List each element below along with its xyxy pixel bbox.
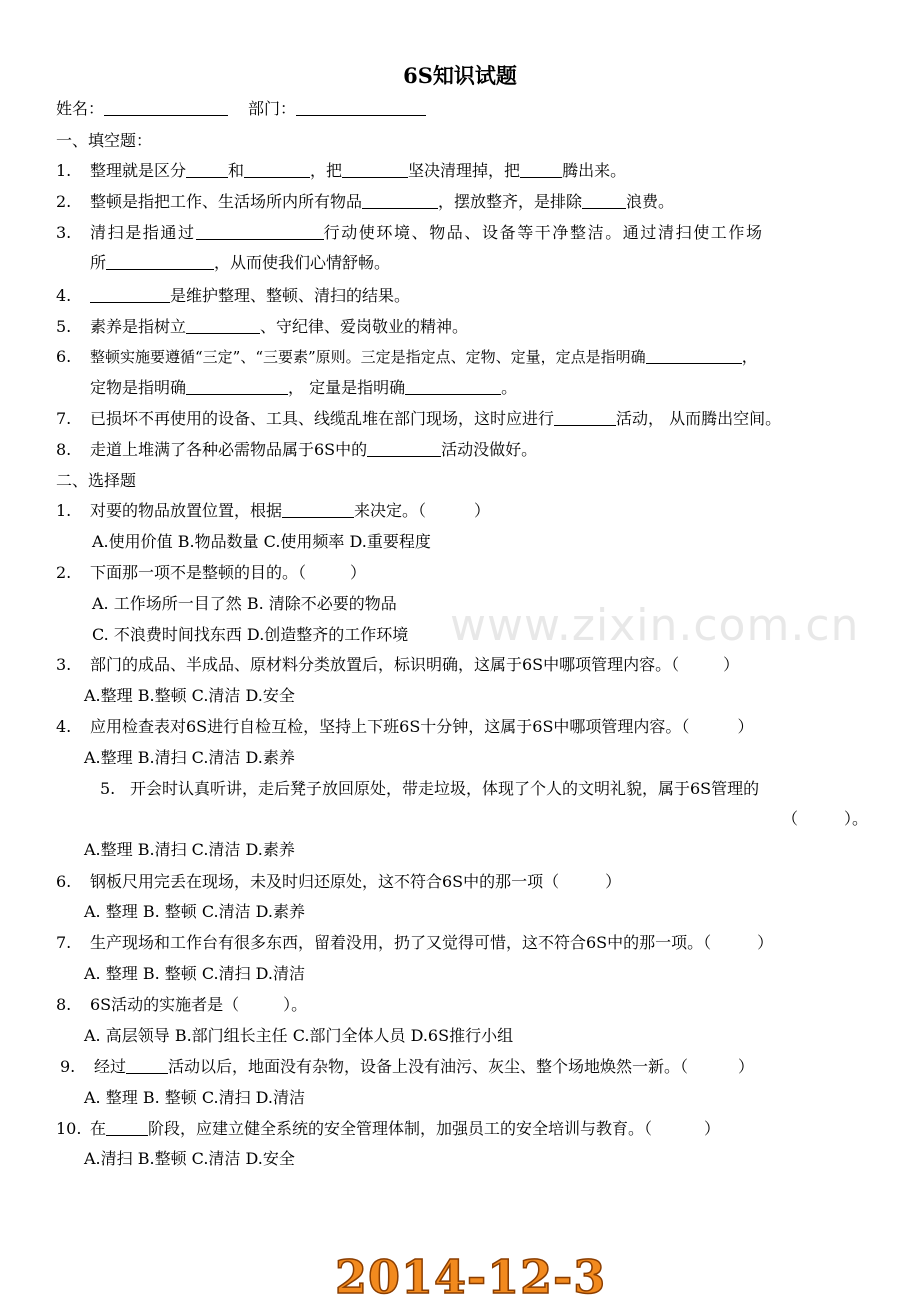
fill-question-6: 6. 整顿实施要遵循“三定”、“三要素”原则。三定是指定点、定物、定量，定点是指明确 ， <box>56 347 758 366</box>
choice-question-6: 6. 钢板尺用完丢在现场，未及时归还原处，这不符合6S中的那一项（ ） <box>56 872 622 891</box>
choice-options-3: A.整理 B.整顿 C.清洁 D.安全 <box>84 686 295 705</box>
choice-options-9: A. 整理 B. 整顿 C.清扫 D.清洁 <box>84 1088 306 1107</box>
choice-question-9: 9. 经过 活动以后，地面没有杂物，设备上没有油污、灰尘、整个场地焕然一新。（ ） <box>60 1057 755 1076</box>
choice-options-4: A.整理 B.清扫 C.清洁 D.素养 <box>84 748 295 767</box>
watermark: www.zixin.com.cn <box>450 600 860 651</box>
blank[interactable] <box>282 501 354 518</box>
blank[interactable] <box>405 378 501 395</box>
blank[interactable] <box>362 192 438 209</box>
choice-question-2: 2. 下面那一项不是整顿的目的。（ ） <box>56 563 367 582</box>
blank[interactable] <box>554 409 616 426</box>
dept-label: 部门： <box>248 99 297 118</box>
blank[interactable] <box>367 440 441 457</box>
blank[interactable] <box>244 161 310 178</box>
choice-options-10: A.清扫 B.整顿 C.清洁 D.安全 <box>84 1149 295 1168</box>
choice-options-2a: A. 工作场所一目了然 B. 清除不必要的物品 <box>92 594 397 613</box>
fill-question-2: 2. 整顿是指把工作、生活场所内所有物品 ，摆放整齐，是排除 浪费。 <box>56 192 675 211</box>
fill-question-8: 8. 走道上堆满了各种必需物品属于6S中的 活动没做好。 <box>56 440 538 459</box>
choice-options-1: A.使用价值 B.物品数量 C.使用频率 D.重要程度 <box>92 532 431 551</box>
blank[interactable] <box>106 253 214 270</box>
dept-blank[interactable] <box>296 99 426 116</box>
page-title: 6S知识试题 <box>403 63 517 88</box>
fill-question-6-cont: 定物是指明确 ， 定量是指明确 。 <box>90 378 518 397</box>
choice-options-8: A. 高层领导 B.部门组长主任 C.部门全体人员 D.6S推行小组 <box>84 1026 514 1045</box>
blank[interactable] <box>582 192 626 209</box>
choice-question-5-paren: （ ）。 <box>782 809 869 828</box>
fill-question-5: 5. 素养是指树立 、守纪律、爱岗敬业的精神。 <box>56 317 469 336</box>
blank[interactable] <box>196 223 324 240</box>
fill-question-1: 1. 整理就是区分 和 ，把 坚决清理掉，把 腾出来。 <box>56 161 627 180</box>
blank[interactable] <box>90 286 170 303</box>
blank[interactable] <box>186 317 260 334</box>
choice-options-7: A. 整理 B. 整顿 C.清扫 D.清洁 <box>84 964 306 983</box>
blank[interactable] <box>520 161 562 178</box>
name-blank[interactable] <box>104 99 228 116</box>
choice-question-3: 3. 部门的成品、半成品、原材料分类放置后，标识明确，这属于6S中哪项管理内容。（ ） <box>56 655 740 674</box>
choice-question-7: 7. 生产现场和工作台有很多东西，留着没用，扔了又觉得可惜，这不符合6S中的那一项。（ ） <box>56 933 774 952</box>
header-row <box>56 96 426 119</box>
blank[interactable] <box>186 161 228 178</box>
choice-question-5: 5. 开会时认真听讲，走后凳子放回原处，带走垃圾，体现了个人的文明礼貌，属于6S管理的 <box>100 779 760 798</box>
choice-options-2b: C. 不浪费时间找东西 D.创造整齐的工作环境 <box>92 625 409 644</box>
section1-heading: 一、填空题： <box>56 131 153 150</box>
fill-question-4: 4. 是维护整理、整顿、清扫的结果。 <box>56 286 411 305</box>
name-label: 姓名： <box>56 99 105 118</box>
fill-question-7: 7. 已损坏不再使用的设备、工具、线缆乱堆在部门现场，这时应进行 活动， 从而腾出空间。 <box>56 409 782 428</box>
choice-question-1: 1. 对要的物品放置位置，根据 来决定。（ ） <box>56 501 491 520</box>
choice-options-6: A. 整理 B. 整顿 C.清洁 D.素养 <box>84 902 306 921</box>
choice-question-10: 10. 在 阶段，应建立健全系统的安全管理体制，加强员工的安全培训与教育。（ ） <box>56 1119 721 1138</box>
fill-question-3: 3. 清扫是指通过 行动使环境、物品、设备等干净整洁。通过清扫使工作场 <box>56 223 764 242</box>
choice-question-8: 8. 6S活动的实施者是（ ）。 <box>56 995 308 1014</box>
fill-question-3-cont: 所 ，从而使我们心情舒畅。 <box>90 253 391 272</box>
blank[interactable] <box>186 378 288 395</box>
blank[interactable] <box>646 347 742 364</box>
choice-question-4: 4. 应用检查表对6S进行自检互检，坚持上下班6S十分钟，这属于6S中哪项管理内容。（ ） <box>56 717 754 736</box>
blank[interactable] <box>342 161 408 178</box>
blank[interactable] <box>126 1057 168 1074</box>
date-stamp: 2014-12-3 <box>335 1250 607 1304</box>
section2-heading: 二、选择题 <box>56 471 137 490</box>
blank[interactable] <box>106 1119 148 1136</box>
choice-options-5: A.整理 B.清扫 C.清洁 D.素养 <box>84 840 295 859</box>
